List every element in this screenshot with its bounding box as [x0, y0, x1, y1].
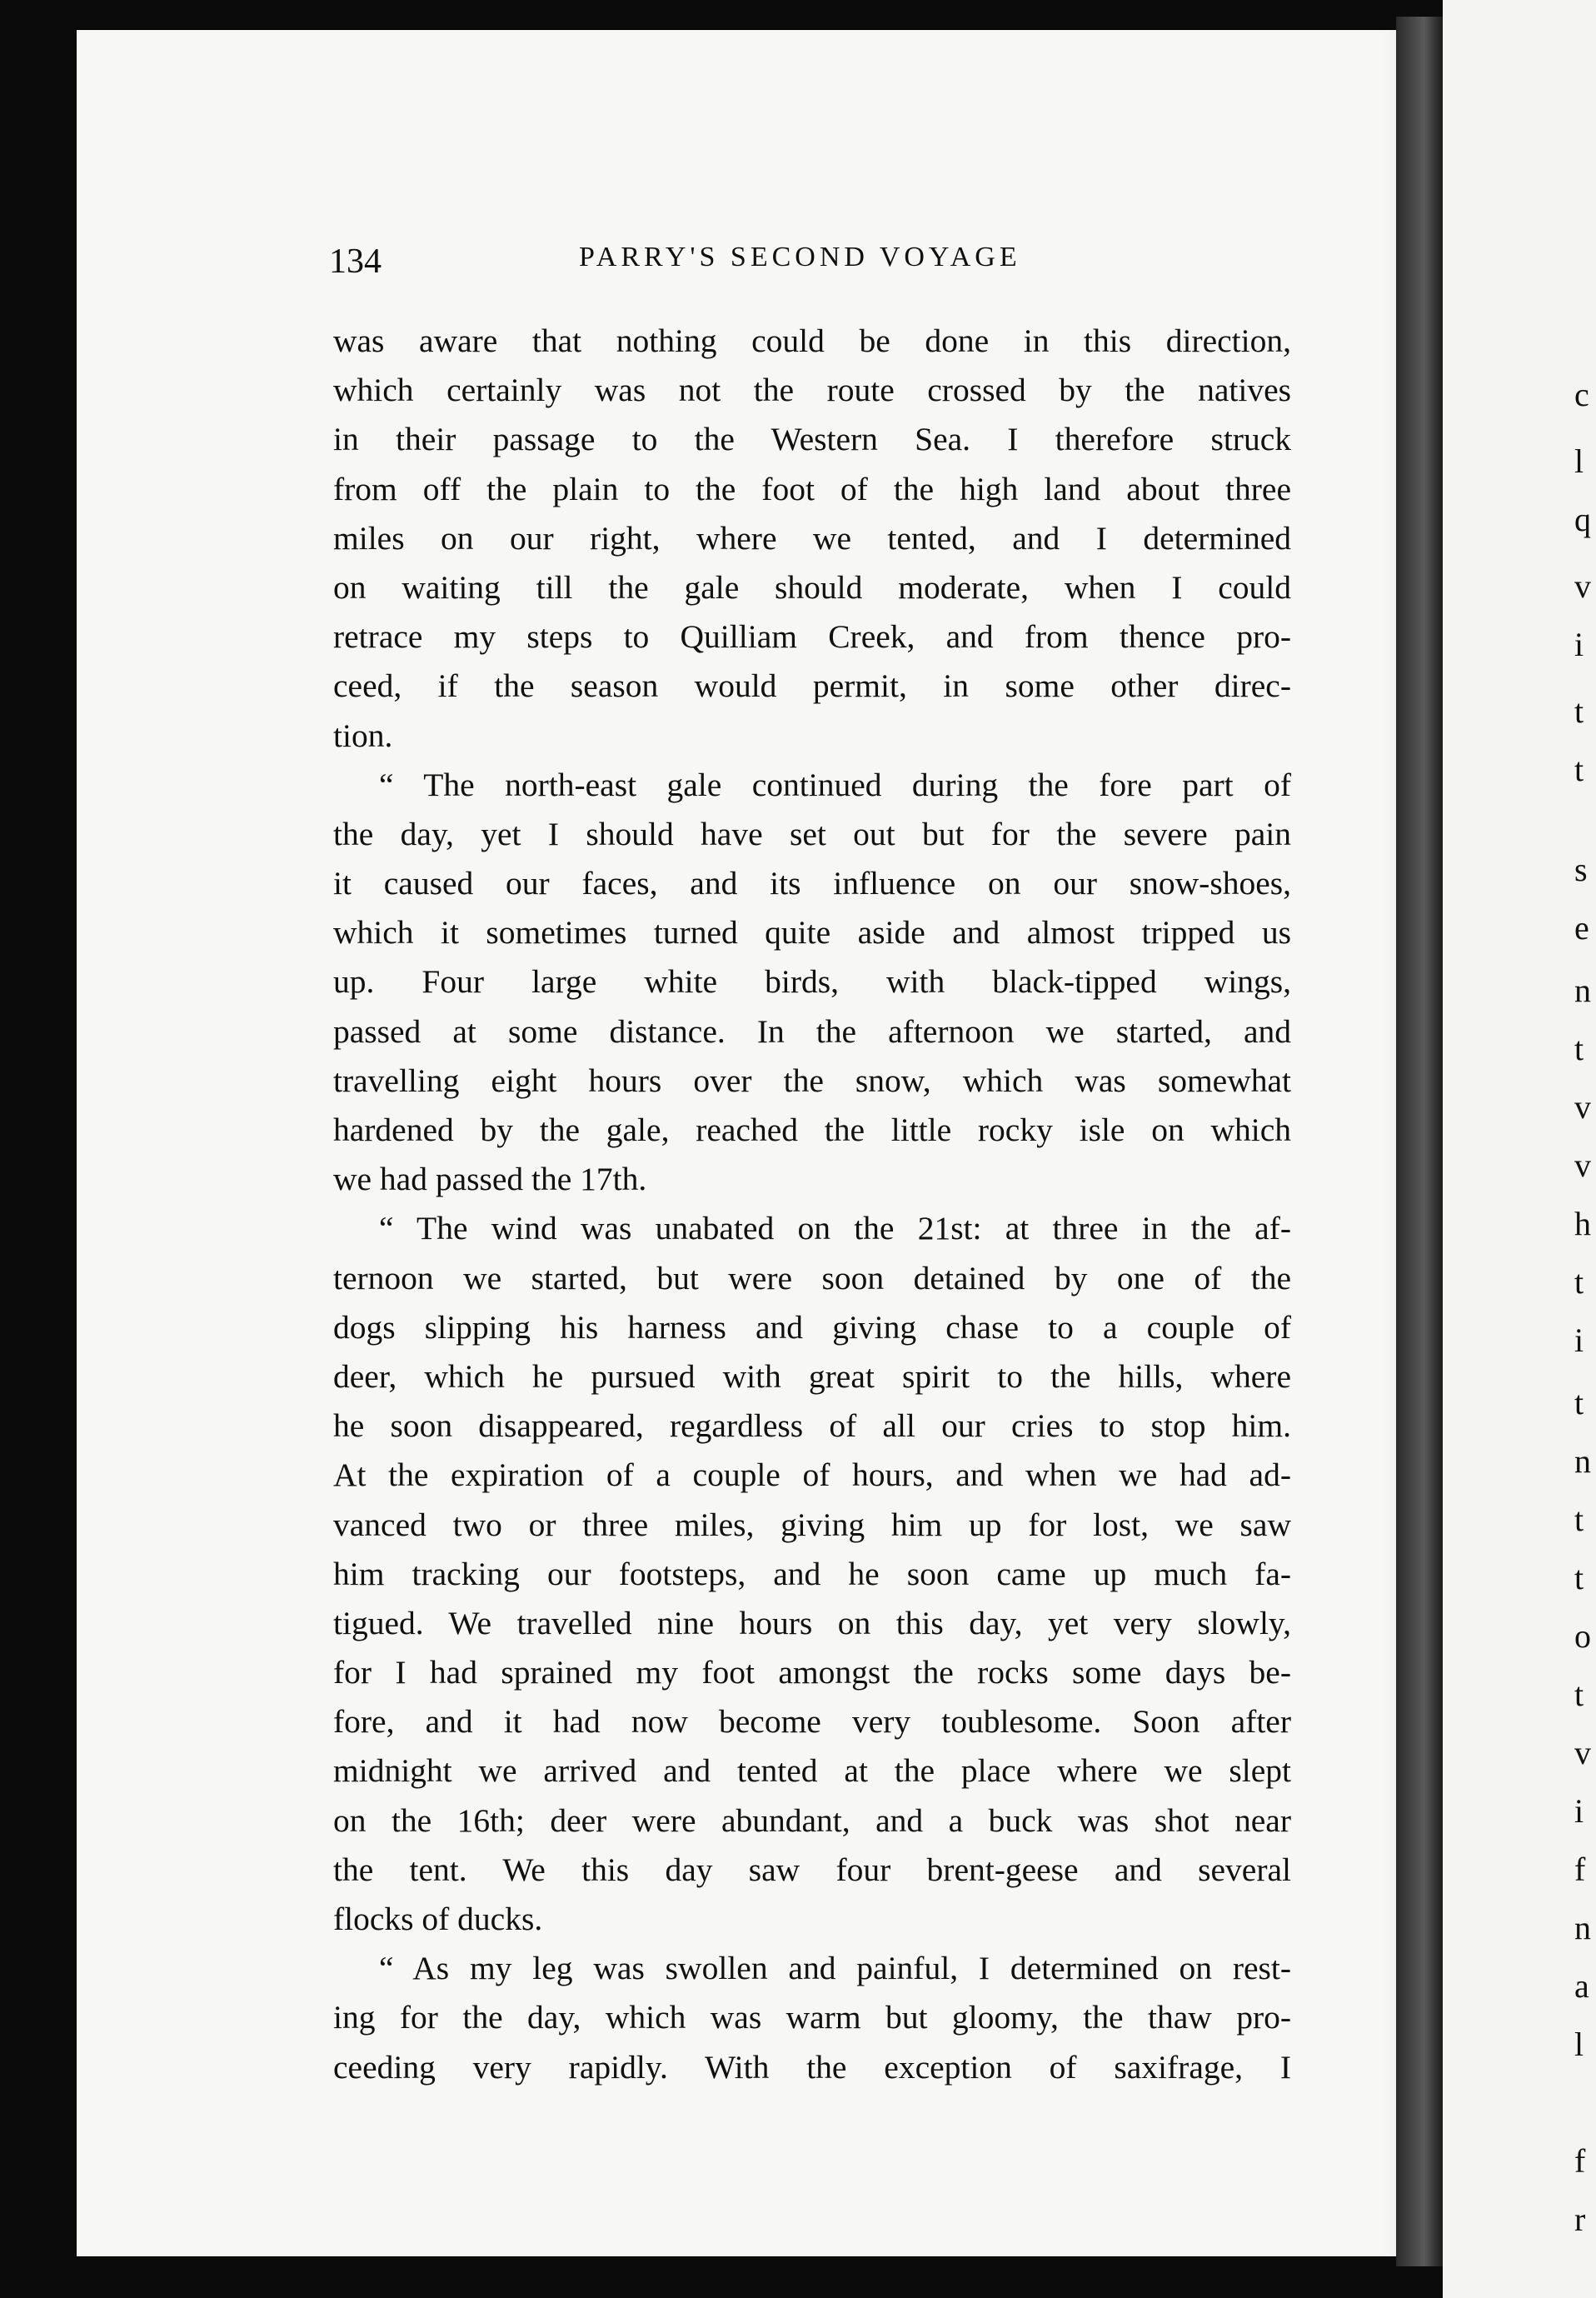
facing-page-letter: t — [1574, 1559, 1584, 1596]
facing-page-letter: e — [1574, 909, 1589, 947]
text-line: deer, which he pursued with great spirit to the hills, where — [333, 1357, 1291, 1395]
facing-page-letter: t — [1574, 1501, 1584, 1538]
facing-page-letter: q — [1574, 501, 1591, 538]
facing-page-letter: t — [1574, 692, 1584, 730]
text-line: flocks of ducks. — [333, 1901, 543, 1937]
facing-page-letter: i — [1574, 1792, 1584, 1830]
facing-page-edge — [1443, 0, 1596, 2298]
facing-page-letter: i — [1574, 626, 1584, 663]
text-line: ceed, if the season would permit, in some other direc- — [333, 667, 1291, 705]
text-line: in their passage to the Western Sea. I therefore struck — [333, 421, 1291, 458]
text-line: tion. — [333, 717, 393, 754]
facing-page-letter: l — [1574, 2026, 1584, 2063]
text-line: on waiting till the gale should moderate, when I could — [333, 568, 1291, 606]
facing-page-letter: v — [1574, 567, 1591, 605]
text-line: tigued. We travelled nine hours on this day, yet very slowly, — [333, 1604, 1291, 1641]
facing-page-letter: n — [1574, 1909, 1591, 1946]
facing-page-letter: t — [1574, 1030, 1584, 1067]
facing-page-letter: v — [1574, 1088, 1591, 1126]
facing-page-letter: t — [1574, 751, 1584, 788]
text-line: “ As my leg was swollen and painful, I determined on rest- — [379, 1950, 1291, 1987]
text-line: which certainly was not the route crossed by the natives — [333, 372, 1291, 409]
text-line: hardened by the gale, reached the little rocky isle on which — [333, 1112, 1291, 1148]
text-line: we had passed the 17th. — [333, 1161, 647, 1198]
book-gutter — [1396, 17, 1443, 2266]
text-line: he soon disappeared, regardless of all our cries to stop him. — [333, 1407, 1291, 1445]
text-line: passed at some distance. In the afternoon we started, and — [333, 1012, 1291, 1050]
text-line: retrace my steps to Quilliam Creek, and from thence pro- — [333, 618, 1291, 656]
page-number: 134 — [329, 242, 382, 281]
facing-page-letter: t — [1574, 1676, 1584, 1713]
text-line: for I had sprained my foot amongst the rocks some days be- — [333, 1654, 1291, 1691]
facing-page-letter: n — [1574, 972, 1591, 1009]
facing-page-letter: l — [1574, 442, 1584, 480]
facing-page-letter: i — [1574, 1321, 1584, 1359]
facing-page-letter: c — [1574, 376, 1589, 413]
text-line: from off the plain to the foot of the high land about three — [333, 470, 1291, 507]
facing-page-letter: v — [1574, 1147, 1591, 1184]
facing-page-letter: a — [1574, 1967, 1589, 2005]
page-header — [329, 242, 1337, 292]
text-line: which it sometimes turned quite aside and almost tripped us — [333, 914, 1291, 952]
text-line: vanced two or three miles, giving him up for lost, we saw — [333, 1506, 1291, 1543]
facing-page-letter: r — [1574, 2201, 1586, 2238]
text-line: “ The wind was unabated on the 21st: at three in the af- — [379, 1210, 1291, 1247]
text-line: the tent. We this day saw four brent-geese and several — [333, 1851, 1291, 1888]
text-line: At the expiration of a couple of hours, and when we had ad- — [333, 1456, 1291, 1494]
text-line: ing for the day, which was warm but gloomy, the thaw pro- — [333, 1999, 1291, 2036]
facing-page-letter: f — [1574, 1851, 1586, 1888]
running-head: PARRY'S SECOND VOYAGE — [579, 242, 1021, 272]
facing-page-letter: o — [1574, 1617, 1591, 1655]
facing-page-letter: n — [1574, 1442, 1591, 1480]
text-line: up. Four large white birds, with black-tipped wings, — [333, 963, 1291, 1001]
facing-page-letter: h — [1574, 1205, 1591, 1242]
text-line: ceeding very rapidly. With the exception of saxifrage, I — [333, 2048, 1291, 2086]
text-line: fore, and it had now become very toublesome. Soon after — [333, 1703, 1291, 1741]
facing-page-letter: s — [1574, 851, 1588, 888]
text-line: ternoon we started, but were soon detained by one of the — [333, 1259, 1291, 1296]
facing-page-letter: t — [1574, 1384, 1584, 1421]
text-line: midnight we arrived and tented at the place where we slept — [333, 1752, 1291, 1790]
facing-page-letter: v — [1574, 1734, 1591, 1771]
text-line: was aware that nothing could be done in this direction, — [333, 322, 1291, 359]
text-line: on the 16th; deer were abundant, and a buck was shot near — [333, 1801, 1291, 1839]
text-line: miles on our right, where we tented, and I determined — [333, 519, 1291, 557]
body-text — [333, 317, 1291, 2092]
text-line: the day, yet I should have set out but for the severe pain — [333, 815, 1291, 852]
facing-page-letter: t — [1574, 1263, 1584, 1301]
text-line: travelling eight hours over the snow, which was somewhat — [333, 1062, 1291, 1099]
facing-page-letter: f — [1574, 2142, 1586, 2180]
text-line: “ The north-east gale continued during the fore part of — [379, 766, 1291, 803]
text-line: it caused our faces, and its influence on our snow-shoes, — [333, 865, 1291, 902]
text-line: him tracking our footsteps, and he soon came up much fa- — [333, 1555, 1291, 1592]
text-line: dogs slipping his harness and giving chase to a couple of — [333, 1308, 1291, 1346]
